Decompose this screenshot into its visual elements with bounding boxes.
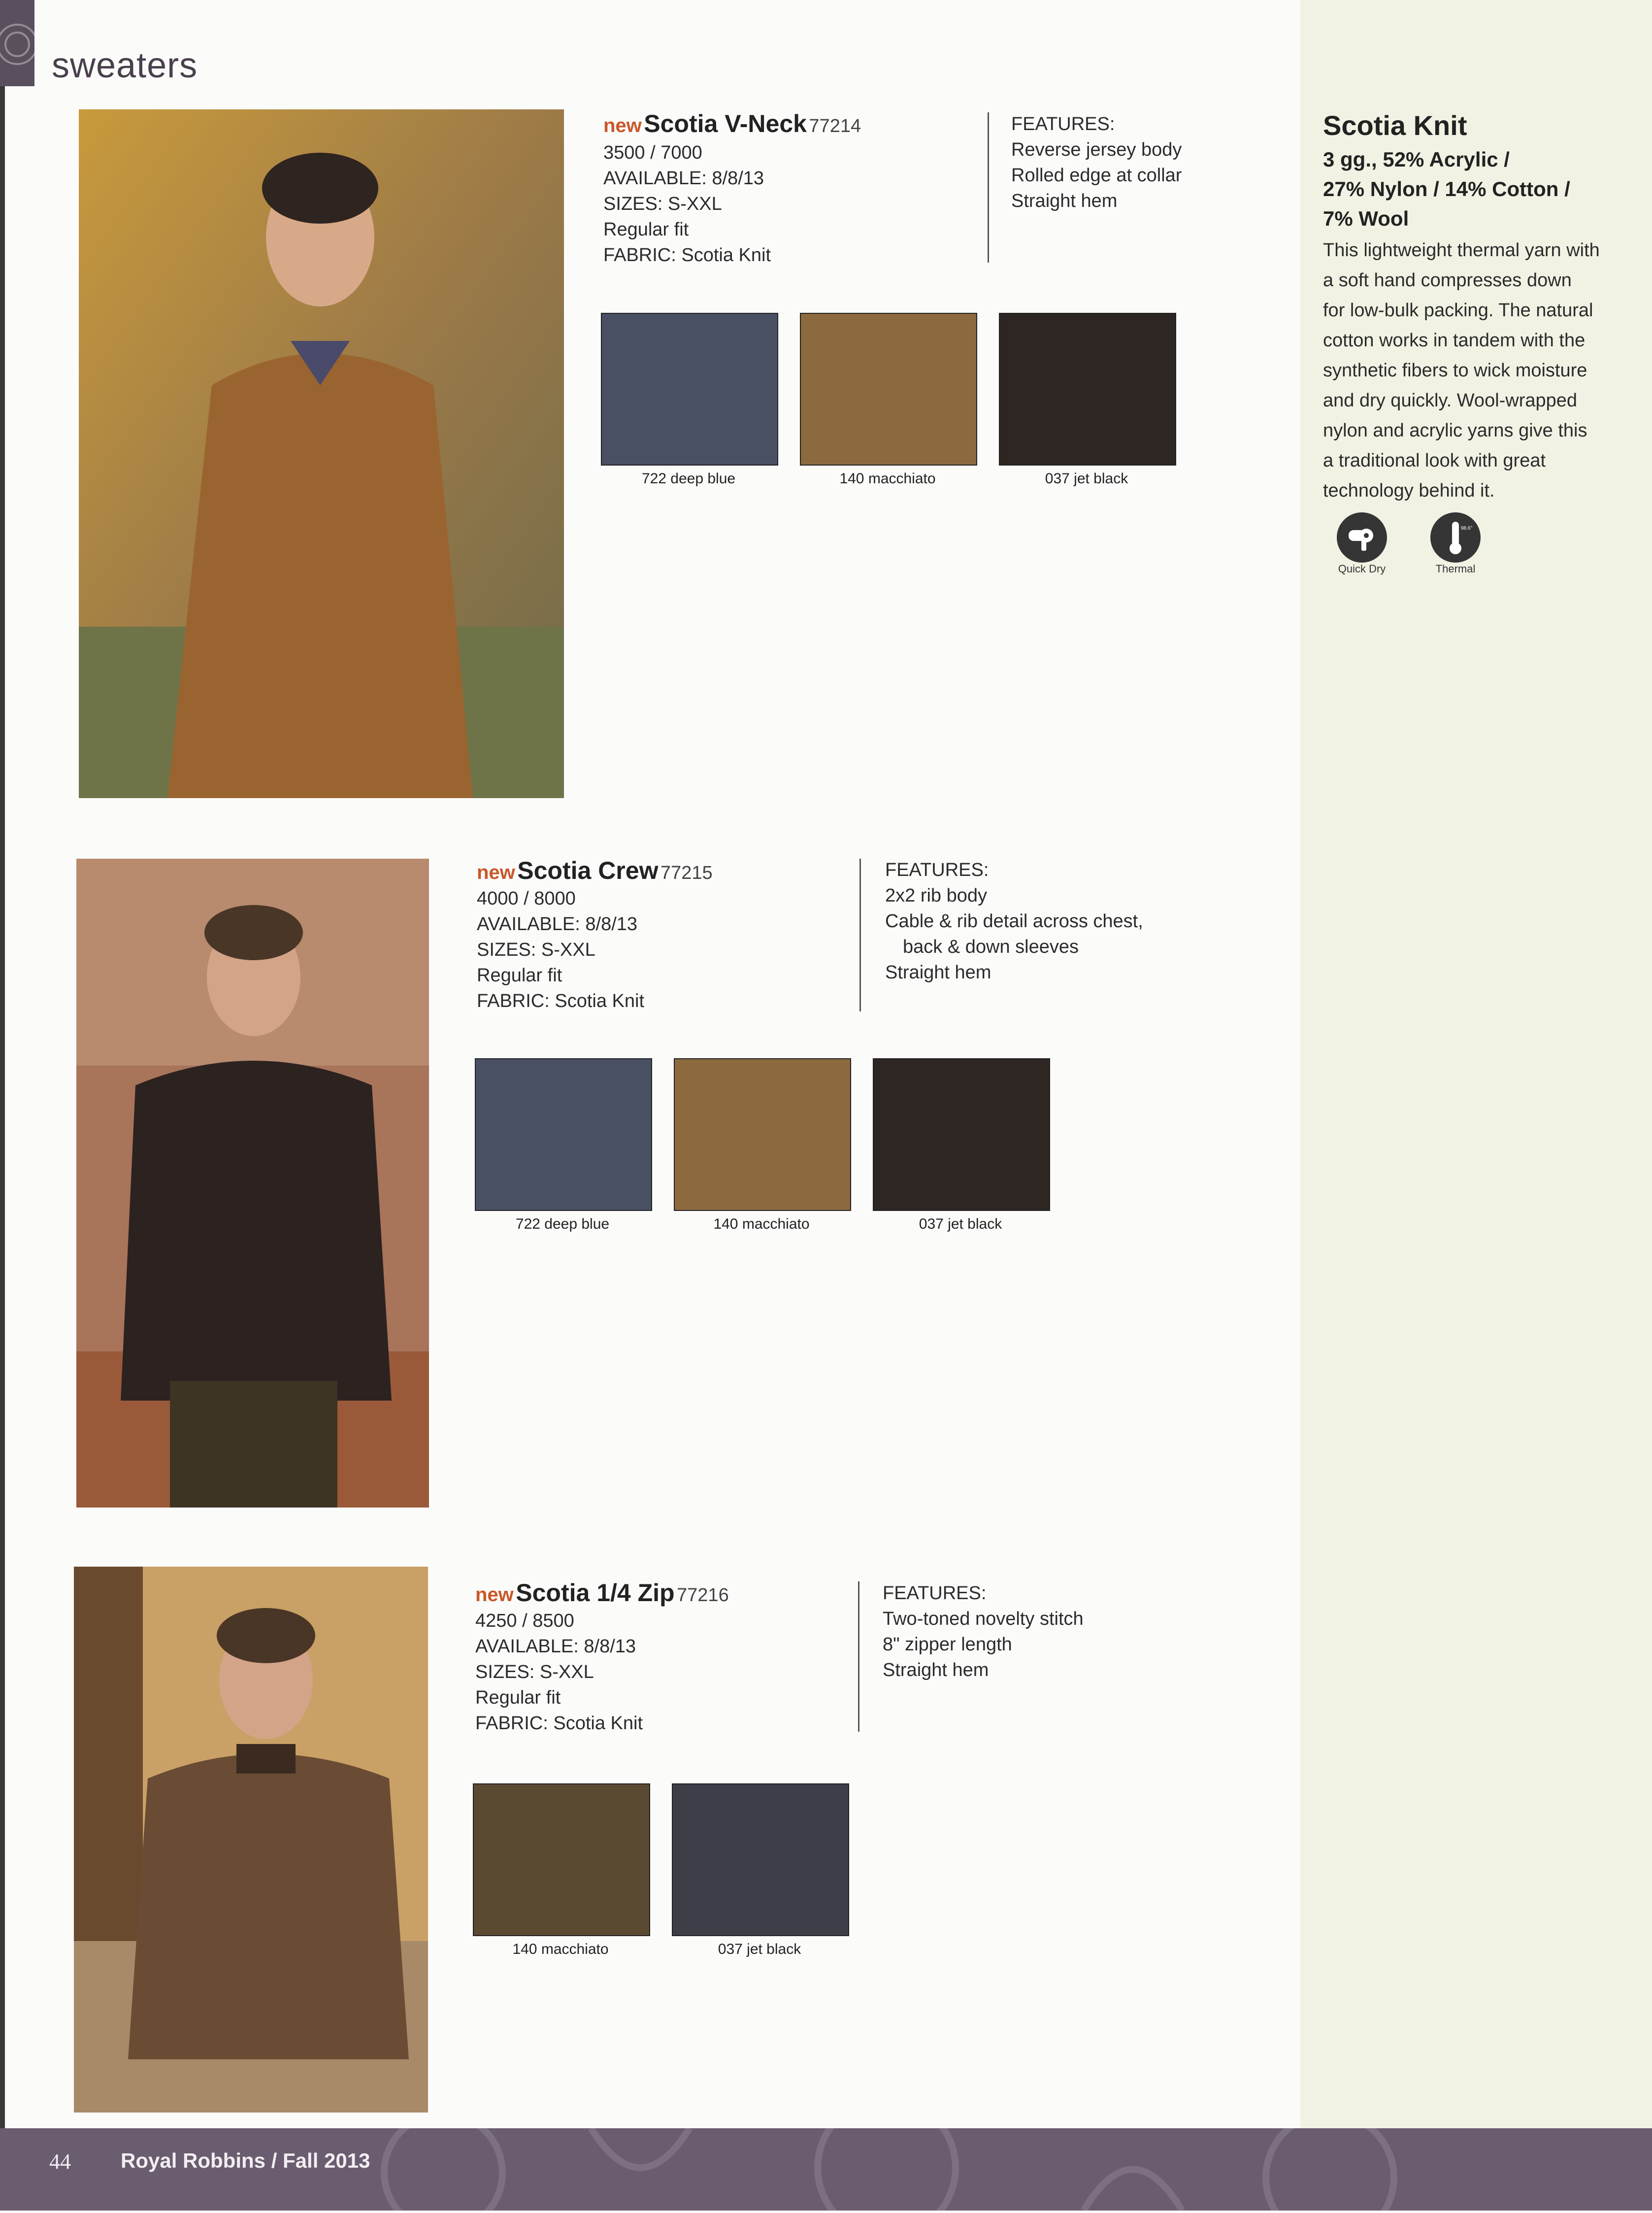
fabric-spec-line: 7% Wool <box>1323 207 1409 230</box>
fabric-spec-line: 27% Nylon / 14% Cotton / <box>1323 177 1570 201</box>
feature-item: Reverse jersey body <box>1011 139 1182 160</box>
features-crew <box>885 857 1143 985</box>
product-name: Scotia Crew <box>517 857 659 884</box>
product-details-vneck <box>603 140 771 268</box>
detail-price: 4250 / 8500 <box>475 1610 574 1631</box>
new-badge: new <box>475 1584 514 1606</box>
color-swatch[interactable] <box>999 313 1176 466</box>
detail-available: AVAILABLE: 8/8/13 <box>475 1636 636 1657</box>
detail-fabric: FABRIC: Scotia Knit <box>475 1713 643 1734</box>
feature-item: 8" zipper length <box>883 1634 1012 1655</box>
thermometer-icon <box>1430 512 1481 563</box>
color-swatch[interactable] <box>601 313 778 466</box>
detail-fit: Regular fit <box>475 1687 561 1708</box>
product-heading-vneck <box>603 109 861 138</box>
product-photo-vneck <box>79 109 564 798</box>
quick-dry-label: Quick Dry <box>1338 563 1386 575</box>
product-heading-zip <box>475 1578 729 1607</box>
detail-fabric: FABRIC: Scotia Knit <box>603 245 771 266</box>
features-zip <box>883 1580 1084 1683</box>
thermal-label: Thermal <box>1435 563 1476 575</box>
fabric-title: Scotia Knit <box>1323 110 1467 141</box>
fabric-description-line: for low-bulk packing. The natural <box>1323 300 1593 321</box>
product-photo-zip <box>74 1567 428 2112</box>
features-divider <box>988 112 989 263</box>
swatch-label: 037 jet black <box>1045 470 1128 487</box>
product-photo-crew <box>76 859 429 1508</box>
fabric-description <box>1323 235 1600 506</box>
crew-model-photo <box>76 859 429 1508</box>
features-divider <box>858 1581 859 1732</box>
product-name: Scotia 1/4 Zip <box>516 1579 675 1607</box>
fabric-description-line: technology behind it. <box>1323 480 1495 501</box>
fabric-description-line: and dry quickly. Wool-wrapped <box>1323 390 1578 411</box>
feature-item: Straight hem <box>883 1660 989 1680</box>
color-swatch[interactable] <box>475 1058 652 1211</box>
thermometer-reading: 98.6° <box>1461 526 1473 531</box>
product-details-zip <box>475 1608 643 1736</box>
detail-sizes: SIZES: S-XXL <box>603 194 722 214</box>
feature-item: Cable & rib detail across chest, <box>885 911 1143 932</box>
features-divider <box>859 859 861 1011</box>
detail-fit: Regular fit <box>477 965 562 986</box>
detail-price: 4000 / 8000 <box>477 888 576 909</box>
color-swatch[interactable] <box>674 1058 851 1211</box>
detail-price: 3500 / 7000 <box>603 142 702 163</box>
color-swatch[interactable] <box>473 1783 650 1936</box>
detail-sizes: SIZES: S-XXL <box>477 939 595 960</box>
color-swatch[interactable] <box>873 1058 1050 1211</box>
quick-dry-badge <box>1325 512 1399 575</box>
product-number: 77216 <box>677 1585 729 1606</box>
hair-dryer-icon <box>1337 512 1387 563</box>
thermal-badge <box>1419 512 1492 575</box>
fabric-spec <box>1323 145 1570 234</box>
swatch-label: 722 deep blue <box>515 1216 610 1232</box>
fabric-description-line: a soft hand compresses down <box>1323 270 1572 291</box>
fabric-description-line: This lightweight thermal yarn with <box>1323 240 1600 261</box>
swatch-label: 037 jet black <box>718 1941 801 1957</box>
feature-item: Straight hem <box>1011 191 1118 211</box>
product-number: 77215 <box>660 863 713 883</box>
color-swatch[interactable] <box>672 1783 849 1936</box>
section-title: sweaters <box>52 46 198 85</box>
color-swatch[interactable] <box>800 313 977 466</box>
feature-item: Straight hem <box>885 962 991 983</box>
detail-fabric: FABRIC: Scotia Knit <box>477 991 645 1011</box>
swatch-label: 140 macchiato <box>713 1216 810 1232</box>
product-details-crew <box>477 886 644 1014</box>
section-corner-mark <box>0 0 34 86</box>
zip-model-photo <box>74 1567 428 2112</box>
swatch-label: 140 macchiato <box>839 470 936 487</box>
detail-available: AVAILABLE: 8/8/13 <box>603 168 764 189</box>
features-heading: FEATURES: <box>885 860 989 880</box>
publication-title: Royal Robbins / Fall 2013 <box>121 2149 370 2172</box>
swatch-label: 037 jet black <box>919 1216 1002 1232</box>
features-vneck <box>1011 111 1182 214</box>
features-heading: FEATURES: <box>883 1583 987 1604</box>
vneck-model-photo <box>79 109 564 798</box>
feature-item: back & down sleeves <box>903 937 1079 957</box>
swirl-graphic <box>0 0 34 86</box>
product-heading-crew <box>477 856 713 885</box>
product-number: 77214 <box>809 116 861 136</box>
fabric-description-line: nylon and acrylic yarns give this <box>1323 420 1587 441</box>
fabric-description-line: a traditional look with great <box>1323 450 1546 471</box>
swatch-label: 722 deep blue <box>641 470 736 487</box>
fabric-description-line: synthetic fibers to wick moisture <box>1323 360 1587 381</box>
detail-fit: Regular fit <box>603 219 689 240</box>
feature-item: Rolled edge at collar <box>1011 165 1182 186</box>
detail-available: AVAILABLE: 8/8/13 <box>477 914 638 935</box>
swatch-label: 140 macchiato <box>512 1941 609 1957</box>
fabric-description-line: cotton works in tandem with the <box>1323 330 1586 351</box>
fabric-spec-line: 3 gg., 52% Acrylic / <box>1323 148 1510 171</box>
page-number: 44 <box>49 2149 71 2174</box>
feature-item: 2x2 rib body <box>885 885 988 906</box>
feature-item: Two-toned novelty stitch <box>883 1609 1084 1629</box>
new-badge: new <box>603 115 642 136</box>
page-edge-strip <box>0 0 5 2211</box>
features-heading: FEATURES: <box>1011 114 1115 134</box>
product-name: Scotia V-Neck <box>644 110 807 137</box>
detail-sizes: SIZES: S-XXL <box>475 1662 594 1682</box>
new-badge: new <box>477 862 515 883</box>
